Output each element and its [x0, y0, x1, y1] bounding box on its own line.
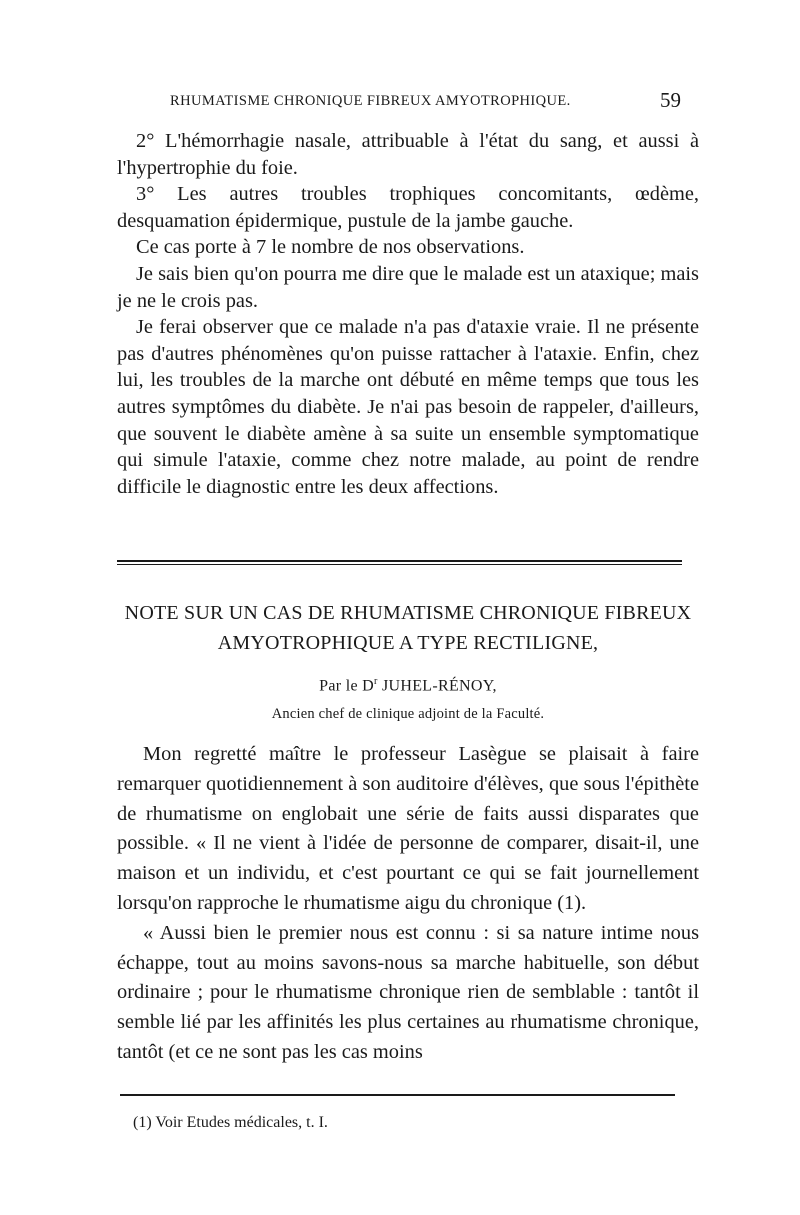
author-name: JUHEL-RÉNOY, [377, 677, 497, 695]
body-text-section [117, 128, 699, 500]
author-affiliation: Ancien chef de clinique adjoint de la Faculté. [271, 706, 545, 722]
paragraph: Mon regretté maître le professeur Lasègue se plaisait à faire remarquer quotidiennement à son auditoire d'élèves, que sous l'épithète de rhumatisme on englobait une série de faits aussi disparates que possible. « Il ne vient à l'idée de personne de comparer, disait-il, une maison et un individu, et c'est pourtant ce qui se fait journellement lorsqu'on rapproche le rhumatisme aigu du chronique (1). [117, 743, 699, 914]
paragraph: « Aussi bien le premier nous est connu : si sa nature intime nous échappe, tout au moins savons-nous sa marche habituelle, son début ordinaire ; pour le rhumatisme chronique rien de semblable : tantôt il semble lié par les affinités les plus certaines au rhumatisme chronique, tantôt (et ce ne sont pas les cas moins [117, 921, 699, 1063]
byline-prefix: Par le D [319, 677, 375, 695]
article-body [117, 740, 699, 1068]
section-divider-thin [117, 564, 682, 565]
running-head: RHUMATISME CHRONIQUE FIBREUX AMYOTROPHIQUE. [170, 93, 571, 109]
section-divider-thick [117, 560, 682, 562]
paragraph: Je ferai observer que ce malade n'a pas d'ataxie vraie. Il ne présente pas d'autres phénomènes qu'on puisse rattacher à l'ataxie. Enfin, chez lui, les troubles de la marche ont débuté en même temps que tous les autres symptômes du diabète. Je n'ai pas besoin de rappeler, d'ailleurs, que souvent le diabète amène à sa suite un ensemble symptomatique qui simule l'ataxie, comme chez notre malade, au point de rendre difficile le diagnostic entre les deux affections. [117, 316, 699, 498]
paragraph: 2° L'hémorrhagie nasale, attribuable à l'état du sang, et aussi à l'hypertrophie du foie. [117, 130, 699, 179]
page-number: 59 [660, 88, 681, 112]
article-title-line: NOTE SUR UN CAS DE RHUMATISME CHRONIQUE FIBREUX [124, 602, 692, 624]
byline-superscript: r [374, 676, 378, 687]
footnote-divider [120, 1094, 675, 1096]
paragraph: Ce cas porte à 7 le nombre de nos observations. [136, 236, 525, 259]
paragraph: 3° Les autres troubles trophiques concomitants, œdème, desquamation épidermique, pustule de la jambe gauche. [117, 183, 699, 232]
article-title-line: AMYOTROPHIQUE A TYPE RECTILIGNE, [217, 632, 599, 654]
footnote: (1) Voir Etudes médicales, t. I. [133, 1114, 328, 1131]
author-byline [117, 676, 699, 695]
article-title [117, 598, 699, 658]
paragraph: Je sais bien qu'on pourra me dire que le malade est un ataxique; mais je ne le crois pas. [117, 262, 699, 312]
